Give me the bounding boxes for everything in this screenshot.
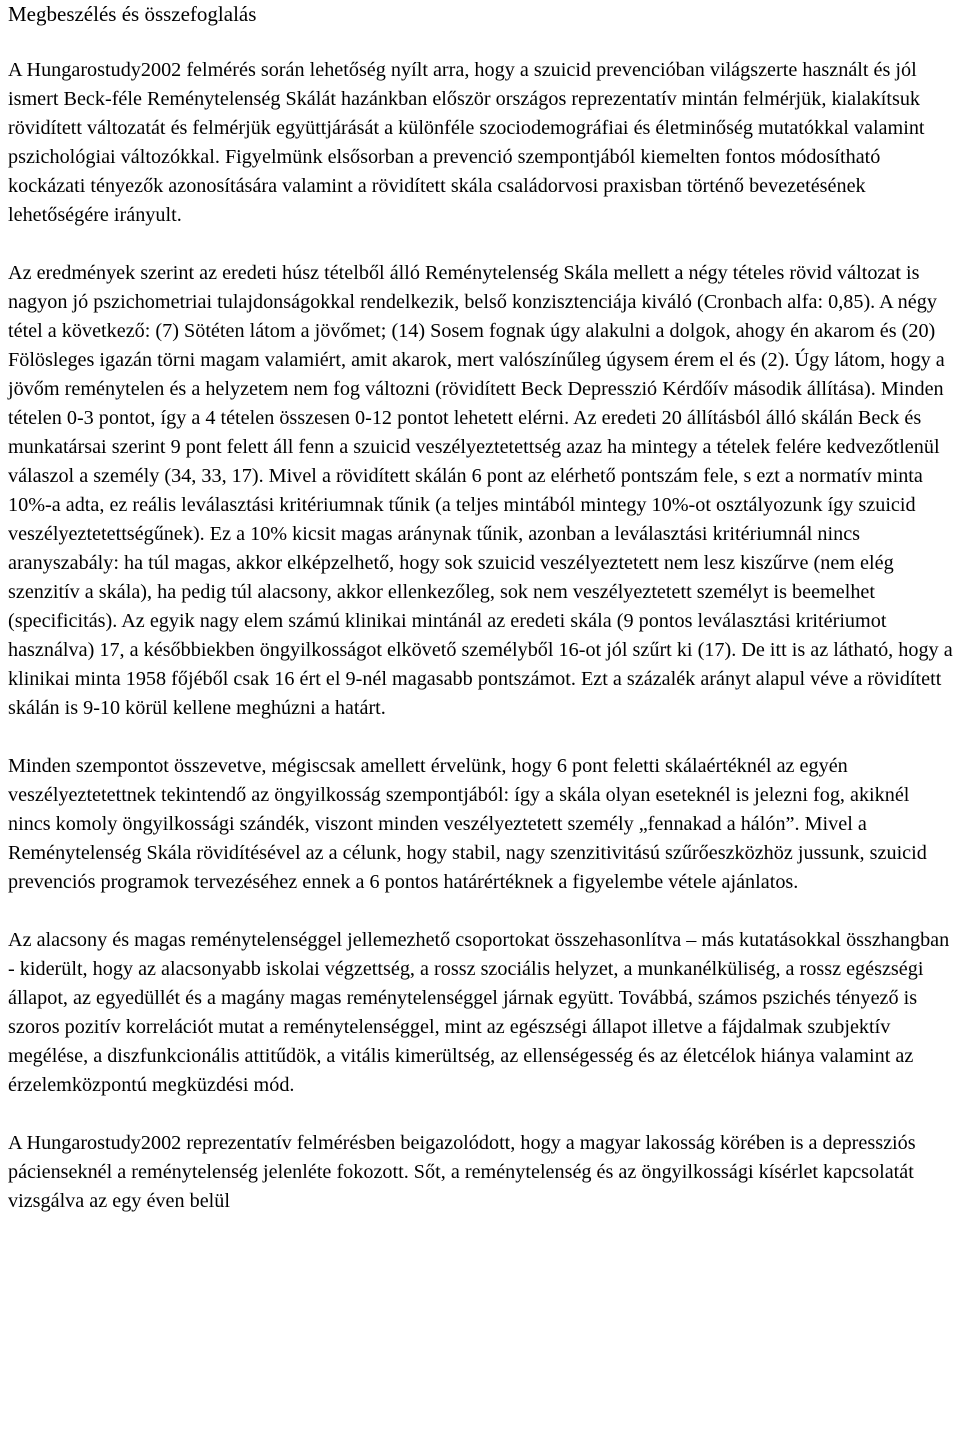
document-page (8, 0, 956, 1216)
spacer (8, 29, 956, 56)
section-heading: Megbeszélés és összefoglalás (8, 2, 257, 26)
spacer (8, 897, 956, 926)
paragraph-results: Az eredmények szerint az eredeti húsz tételből álló Reménytelenség Skála mellett a négy tételes rövid változat is nagyon jó pszichometriai tulajdonságokkal rendelkezik, belső konzisztenciája kiváló (Cronbach alfa: 0,85). A négy tétel a következő: (7) Sötéten látom a jövőmet; (14) Sosem fognak úgy alakulni a dolgok, ahogy én akarom és (20) Fölösleges igazán törni magam valamiért, amit akarok, mert valószínűleg úgysem érem el és (2). Úgy látom, hogy a jövőm reménytelen és a helyzetem nem fog változni (rövidített Beck Depresszió Kérdőív második állítása). Minden tételen 0-3 pontot, így a 4 tételen összesen 0-12 pontot lehetett elérni. Az eredeti 20 állításból álló skálán Beck és munkatársai szerint 9 pont felett áll fenn a szuicid veszélyeztetettség azaz ha mintegy a tételek felére kedvezőtlenül válaszol a személy (34, 33, 17). Mivel a rövidített skálán 6 pont az elérhető pontszám fele, s ezt a normatív minta 10%-a adta, ez reális leválasztási kritériumnak tűnik (a teljes mintából mintegy 10%-ot osztályozunk így szuicid veszélyeztetettségűnek). Ez a 10% kicsit magas aránynak tűnik, azonban a leválasztási kritériumnál nincs aranyszabály: ha túl magas, akkor elképzelhető, hogy sok szuicid veszélyeztetett nem lesz kiszűrve (nem elég szenzitív a skála), ha pedig túl alacsony, akkor ellenkezőleg, sok nem veszélyeztetett személyt is beemelhet (specificitás). Az egyik nagy elem számú klinikai mintánál az eredeti skála (9 pontos leválasztási kritériumot használva) 17, a későbbiekben öngyilkosságot elkövető személyből 16-ot jól szűrt ki (17). De itt is az látható, hogy a klinikai minta 1958 főjéből csak 16 ért el 9-nél magasabb pontszámot. Ezt a százalék arányt alapul véve a rövidített skálán is 9-10 körül kellene meghúzni a határt. (8, 262, 953, 719)
paragraph-comparison: Az alacsony és magas reménytelenséggel jellemezhető csoportokat összehasonlítva – más kutatásokkal összhangban - kiderült, hogy az alacsonyabb iskolai végzettség, a rossz szociális helyzet, a munkanélküliség, a rossz egészségi állapot, az egyedüllét és a magány magas reménytelenséggel járnak együtt. Továbbá, számos pszichés tényező is szoros pozitív korrelációt mutat a reménytelenséggel, mint az egészségi állapot illetve a fájdalmak szubjektív megélése, a diszfunkcionális attitűdök, a vitális kimerültség, az ellenségesség és az életcélok hiánya valamint az érzelemközpontú megküzdési mód. (8, 929, 950, 1096)
paragraph-intro: A Hungarostudy2002 felmérés során lehetőség nyílt arra, hogy a szuicid prevencióban világszerte használt és jól ismert Beck-féle Reménytelenség Skálát hazánkban először országos reprezentatív mintán felmérjük, kialakítsuk rövidített változatát és felmérjük együttjárását a különféle szociodemográfiai és életminőség mutatókkal valamint pszichológiai változókkal. Figyelmünk elsősorban a prevenció szempontjából kiemelten fontos módosítható kockázati tényezők azonosítására valamint a rövidített skála családorvosi praxisban történő bevezetésének lehetőségére irányult. (8, 59, 925, 226)
spacer (8, 1100, 956, 1129)
spacer (8, 230, 956, 259)
spacer (8, 723, 956, 752)
paragraph-depression: A Hungarostudy2002 reprezentatív felmérésben beigazolódott, hogy a magyar lakosság körében is a depressziós pácienseknél a reménytelenség jelenléte fokozott. Sőt, a reménytelenség és az öngyilkossági kísérlet kapcsolatát vizsgálva az egy éven belül (8, 1132, 916, 1212)
paragraph-threshold: Minden szempontot összevetve, mégiscsak amellett érvelünk, hogy 6 pont feletti skálaértéknél az egyén veszélyeztetettnek tekintendő az öngyilkosság szempontjából: így a skála olyan eseteknél is jelezni fog, akiknél nincs komoly öngyilkossági szándék, viszont minden veszélyeztetett személy „fennakad a hálón”. Mivel a Reménytelenség Skála rövidítésével az a célunk, hogy stabil, nagy szenzitivitású szűrőeszközhöz jussunk, szuicid prevenciós programok tervezéséhez ennek a 6 pontos határértéknek a figyelembe vétele ajánlatos. (8, 755, 927, 893)
